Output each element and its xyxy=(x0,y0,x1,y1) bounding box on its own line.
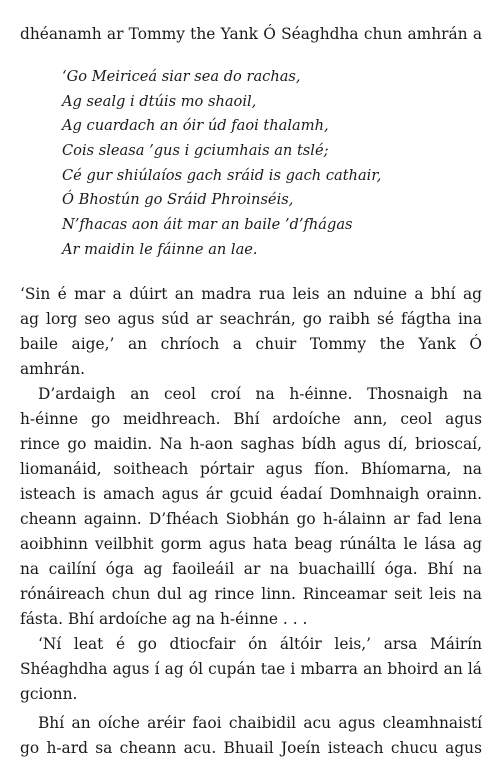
text-line: rince go maidin. Na h-aon saghas bídh agus dí, brioscaí, xyxy=(20,434,482,453)
poem-line: N’fhacas aon áit mar an baile ’d’fhágas xyxy=(62,216,353,234)
text-line: baile aige,’ an chríoch a chuir Tommy the Yank Ó xyxy=(20,334,482,353)
text-line xyxy=(20,482,482,507)
intro-line: dhéanamh ar Tommy the Yank Ó Séaghdha chun amhrán a xyxy=(20,25,482,43)
text-line: cheann againn. D’fhéach Siobhán go h-álainn ar fad lena xyxy=(20,509,482,528)
poem-line: Ag cuardach an óir úd faoi thalamh, xyxy=(62,117,329,135)
poem-line: Ag sealg i dtúis mo shaoil, xyxy=(62,92,257,110)
text-line: Bhí an oíche aréir faoi chaibidil acu agus cleamhnaistí xyxy=(38,713,482,732)
text-line: ‘Ní leat é go dtiocfair ón áltóir leis,’ arsa Máirín xyxy=(38,634,482,653)
text-line: go h-ard sa cheann acu. Bhuail Joeín isteach chucu agus xyxy=(20,738,482,757)
paragraph-4 xyxy=(20,711,482,761)
poem-line: Ar maidin le fáinne an lae. xyxy=(62,240,258,258)
book-page xyxy=(20,22,482,761)
text-line: na cailíní óga ag faoileáil ar na buachaillí óga. Bhí na xyxy=(20,559,482,578)
text-line: gcionn. xyxy=(20,684,78,703)
text-line: liomanáid, soitheach pórtair agus fíon. Bhíomarna, na xyxy=(20,459,482,478)
text-line: fásta. Bhí ardoíche ag na h-éinne . . . xyxy=(20,609,308,628)
paragraph-3 xyxy=(20,632,482,707)
text-line: rónáireach chun dul ag rince linn. Rinceamar seit leis na xyxy=(20,584,482,603)
paragraph-1 xyxy=(20,282,482,382)
poem-line: Cois sleasa ’gus i gciumhais an tslé; xyxy=(62,142,329,160)
poem-line: ‘Go Meiriceá siar sea do rachas, xyxy=(62,68,301,85)
text-line: aoibhinn veilbhit gorm agus hata beag rúnálta le lása ag xyxy=(20,534,482,553)
poem-line: Cé gur shiúlaíos gach sráid is gach cathair, xyxy=(62,166,382,184)
paragraph-2 xyxy=(20,382,482,632)
text-line: ag lorg seo agus súd ar seachrán, go raibh sé fágtha ina xyxy=(20,309,482,328)
poem-block xyxy=(20,65,482,263)
text-line: ‘Sin é mar a dúirt an madra rua leis an nduine a bhí ag xyxy=(20,284,482,303)
text-line: h-éinne go meidhreach. Bhí ardoíche ann, ceol agus xyxy=(20,409,482,428)
text-fragment: isteach is amach agus ár gcuid éadaí Domhnaigh orainn. xyxy=(20,484,482,503)
text-line: amhrán. xyxy=(20,359,86,378)
poem-line: Ó Bhostún go Sráid Phroinséis, xyxy=(62,191,294,209)
text-line: Shéaghdha agus í ag ól cupán tae i mbarra an bhoird an lá xyxy=(20,659,482,678)
text-line: D’ardaigh an ceol croí na h-éinne. Thosnaigh na xyxy=(38,384,482,403)
